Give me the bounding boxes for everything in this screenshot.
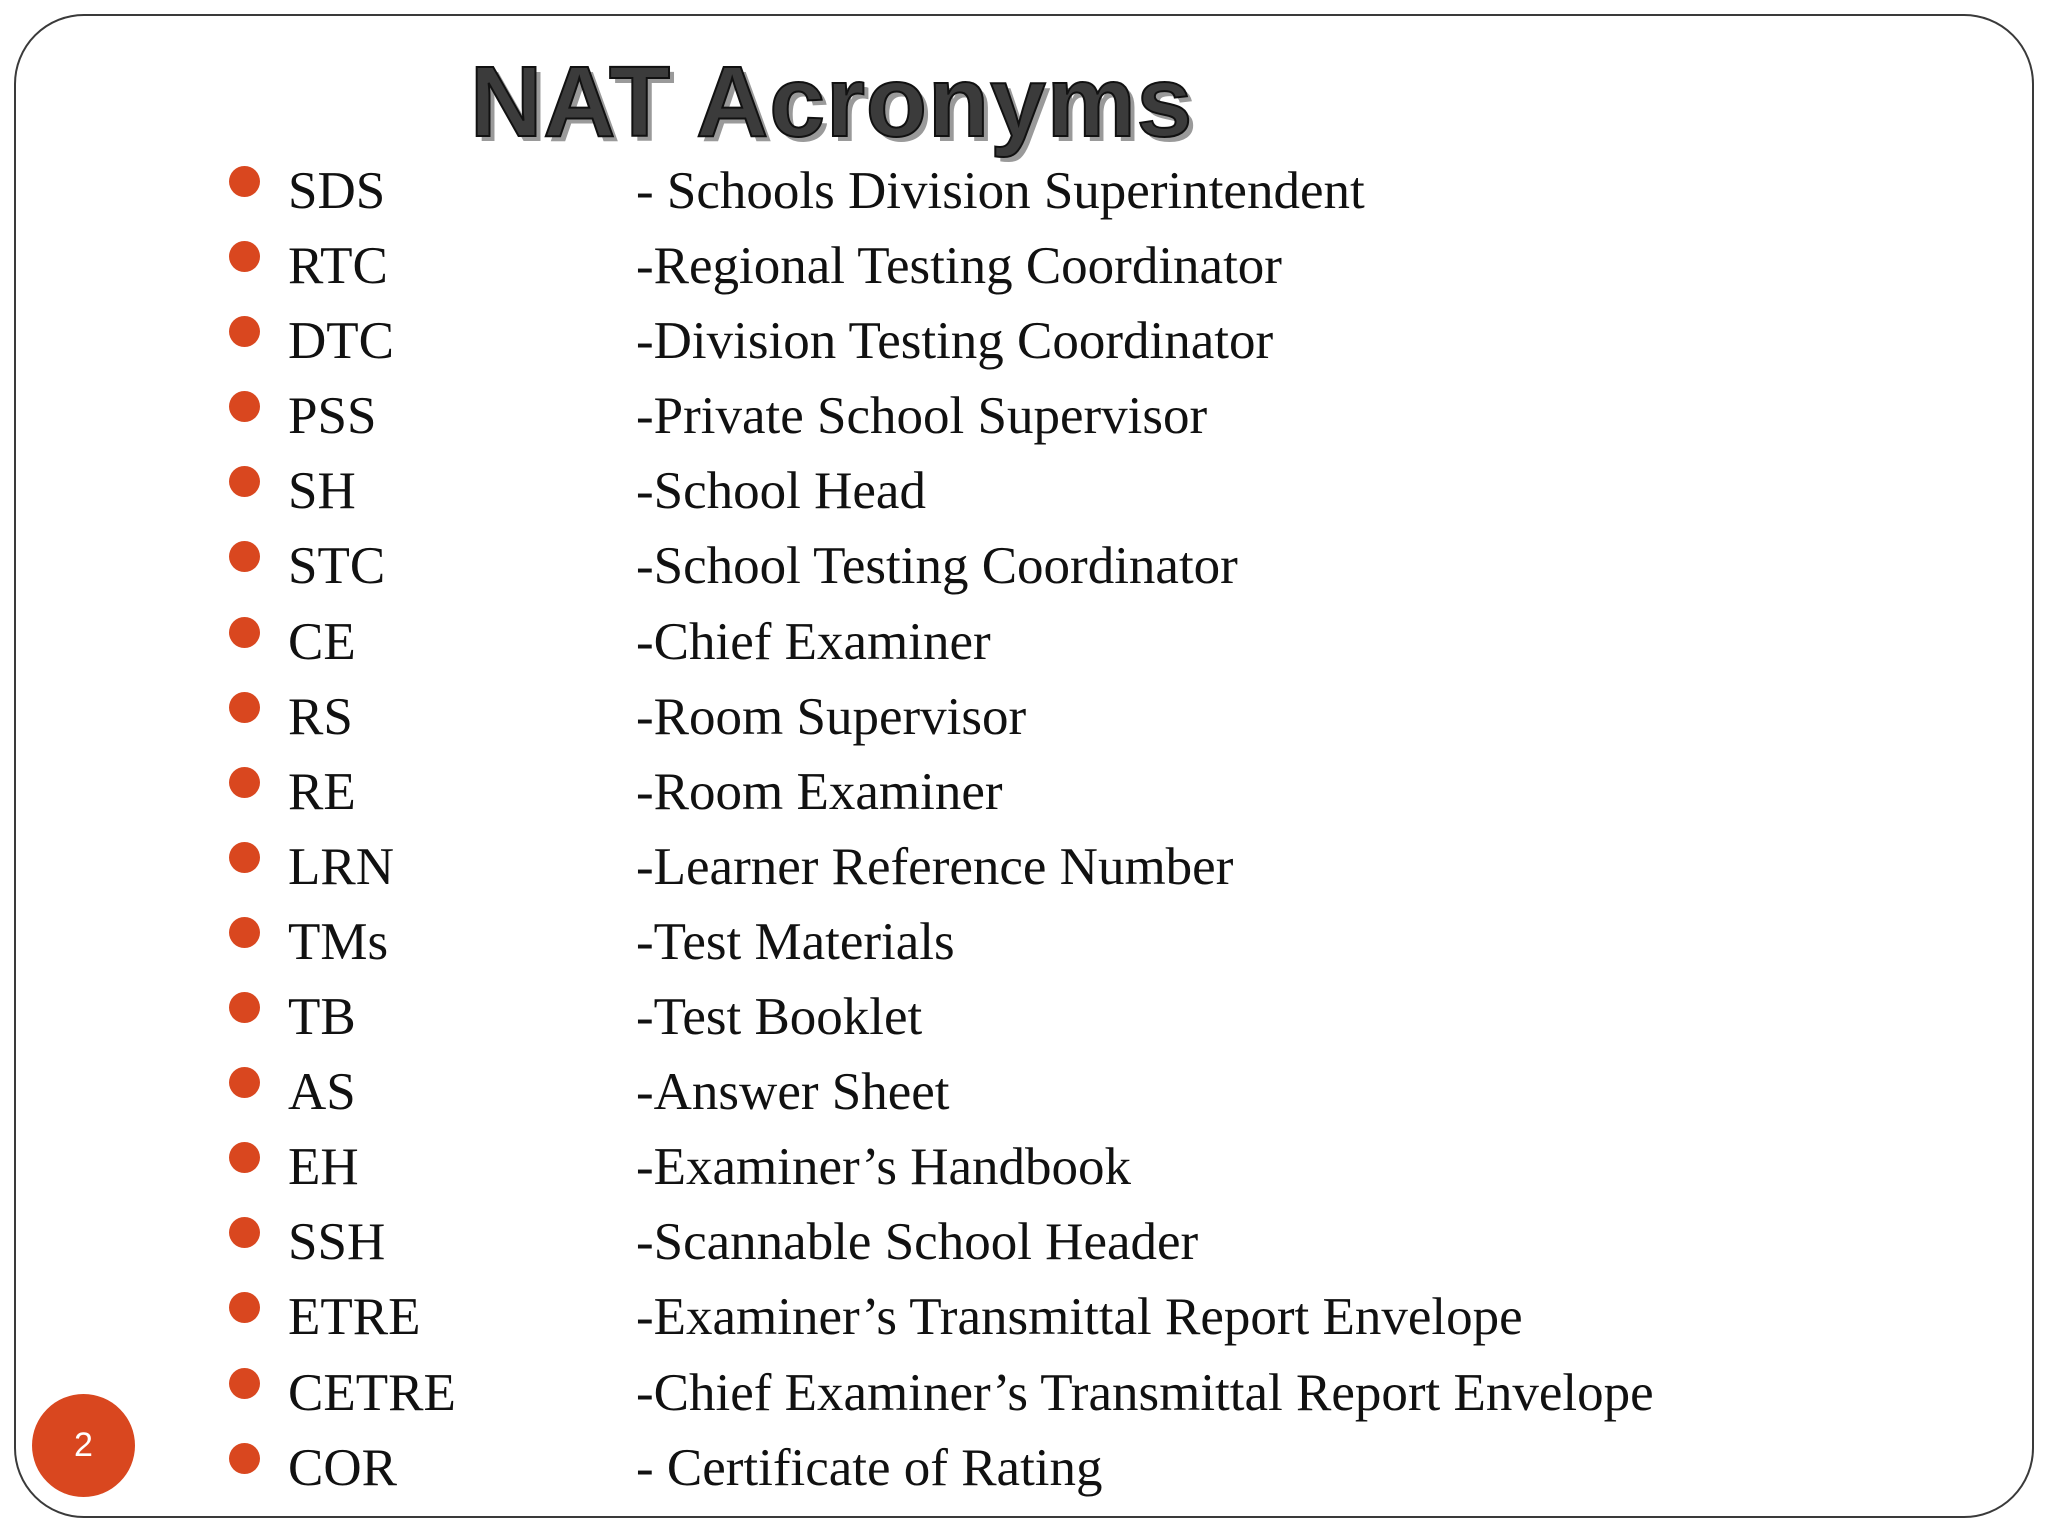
acronym-item — [0, 455, 2048, 530]
acronym-abbr: TMs — [288, 912, 389, 971]
acronym-item — [0, 230, 2048, 305]
acronym-item — [0, 831, 2048, 906]
acronym-abbr: COR — [288, 1438, 397, 1497]
acronym-abbr: ETRE — [288, 1288, 421, 1347]
acronym-abbr: RS — [288, 687, 353, 746]
acronym-abbr: DTC — [288, 312, 394, 371]
acronym-abbr: PSS — [288, 387, 377, 446]
acronym-item — [0, 1131, 2048, 1206]
slide-title: NAT Acronyms — [470, 46, 1194, 158]
bullet-icon — [229, 391, 260, 422]
acronym-meaning: -Examiner’s Transmittal Report Envelope — [636, 1288, 1523, 1347]
acronym-meaning: -Room Supervisor — [636, 687, 1027, 746]
acronym-item — [0, 756, 2048, 831]
acronym-item — [0, 981, 2048, 1056]
bullet-icon — [229, 241, 260, 272]
acronym-meaning: -Regional Testing Coordinator — [636, 237, 1282, 296]
acronym-meaning: -Division Testing Coordinator — [636, 312, 1274, 371]
bullet-icon — [229, 917, 260, 948]
acronym-item — [0, 530, 2048, 605]
acronym-item — [0, 1357, 2048, 1432]
bullet-icon — [229, 466, 260, 497]
page-number-badge: 2 — [32, 1394, 135, 1497]
bullet-icon — [229, 1443, 260, 1474]
bullet-icon — [229, 692, 260, 723]
acronym-item — [0, 155, 2048, 230]
acronym-item — [0, 305, 2048, 380]
acronym-meaning: -Chief Examiner’s Transmittal Report Envelope — [636, 1363, 1654, 1422]
acronym-abbr: RE — [288, 762, 356, 821]
acronym-abbr: SH — [288, 462, 356, 521]
acronym-meaning: - Schools Division Superintendent — [636, 162, 1365, 220]
bullet-icon — [229, 617, 260, 648]
bullet-icon — [229, 992, 260, 1023]
acronym-meaning: -Chief Examiner — [636, 612, 991, 671]
acronym-list — [0, 155, 2048, 1507]
acronym-abbr: SDS — [288, 162, 386, 220]
acronym-abbr: CETRE — [288, 1363, 456, 1422]
acronym-abbr: TB — [288, 988, 356, 1047]
bullet-icon — [229, 1217, 260, 1248]
acronym-item — [0, 1206, 2048, 1281]
acronym-abbr: LRN — [288, 837, 394, 896]
acronym-meaning: -Answer Sheet — [636, 1063, 950, 1122]
bullet-icon — [229, 1368, 260, 1399]
bullet-icon — [229, 842, 260, 873]
acronym-meaning: -Room Examiner — [636, 762, 1003, 821]
acronym-meaning: -Learner Reference Number — [636, 837, 1234, 896]
bullet-icon — [229, 316, 260, 347]
acronym-meaning: -Test Materials — [636, 912, 955, 971]
acronym-item — [0, 1056, 2048, 1131]
acronym-item — [0, 681, 2048, 756]
bullet-icon — [229, 541, 260, 572]
bullet-icon — [229, 767, 260, 798]
acronym-item — [0, 380, 2048, 455]
acronym-meaning: -School Testing Coordinator — [636, 537, 1238, 596]
acronym-meaning: -Scannable School Header — [636, 1213, 1199, 1272]
acronym-meaning: -Private School Supervisor — [636, 387, 1208, 446]
acronym-abbr: STC — [288, 537, 386, 596]
bullet-icon — [229, 166, 260, 197]
acronym-abbr: EH — [288, 1138, 359, 1197]
acronym-abbr: SSH — [288, 1213, 386, 1272]
acronym-item — [0, 1432, 2048, 1507]
acronym-abbr: RTC — [288, 237, 388, 296]
acronym-meaning: - Certificate of Rating — [636, 1438, 1103, 1497]
acronym-meaning: -Examiner’s Handbook — [636, 1138, 1132, 1197]
acronym-item — [0, 906, 2048, 981]
acronym-meaning: -School Head — [636, 462, 926, 521]
acronym-item — [0, 606, 2048, 681]
acronym-meaning: -Test Booklet — [636, 988, 923, 1047]
bullet-icon — [229, 1067, 260, 1098]
bullet-icon — [229, 1142, 260, 1173]
acronym-item — [0, 1281, 2048, 1356]
acronym-abbr: AS — [288, 1063, 356, 1122]
acronym-abbr: CE — [288, 612, 356, 671]
bullet-icon — [229, 1292, 260, 1323]
